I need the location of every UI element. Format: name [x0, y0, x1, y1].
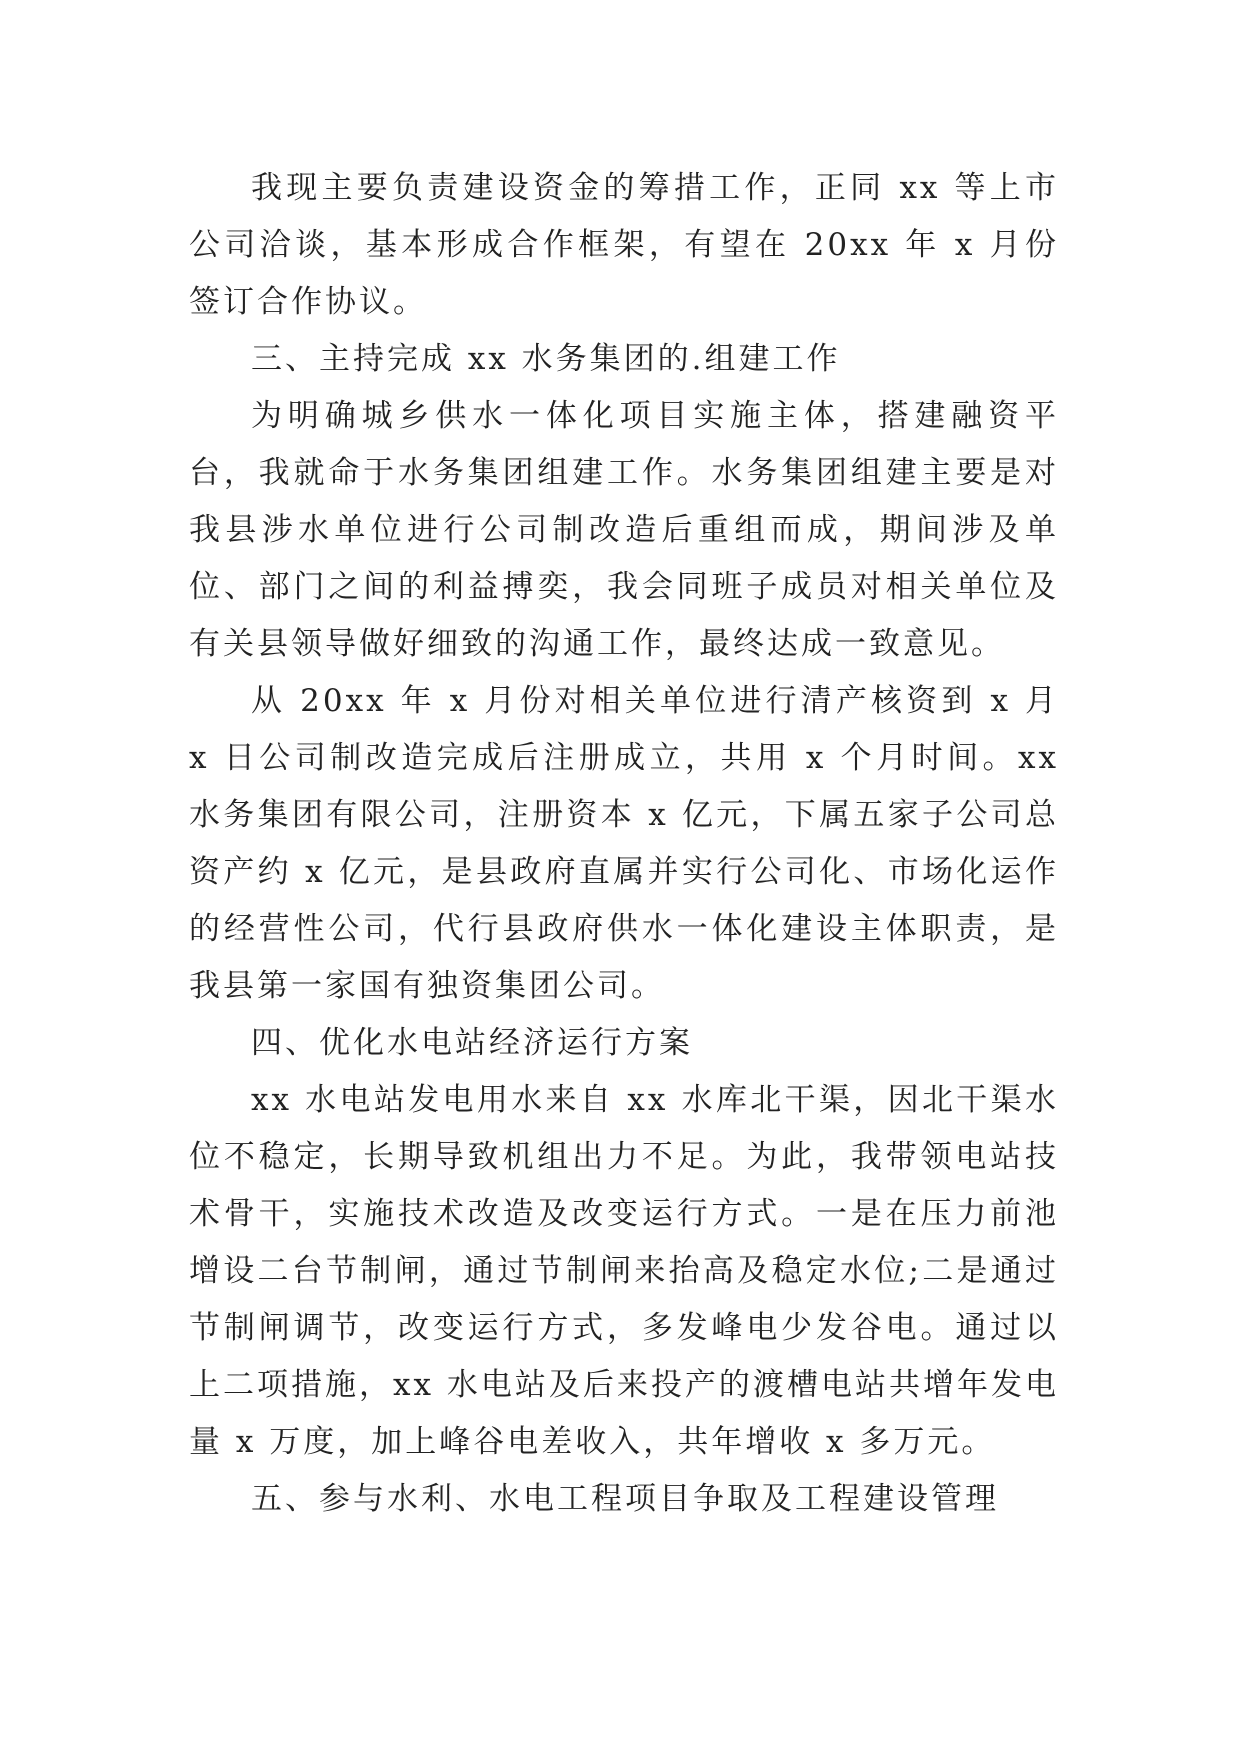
section-heading-4: 四、优化水电站经济运行方案	[251, 1025, 693, 1061]
section-heading-3: 三、主持完成 xx 水务集团的.组建工作	[251, 341, 841, 377]
paragraph-fundraising: 我现主要负责建设资金的筹措工作，正同 xx 等上市公司洽谈，基本形成合作框架，有望在 20xx 年 x 月份签订合作协议。	[189, 170, 1059, 320]
paragraph-water-group-formation: 为明确城乡供水一体化项目实施主体，搭建融资平台，我就命于水务集团组建工作。水务集团组建主要是对我县涉水单位进行公司制改造后重组而成，期间涉及单位、部门之间的利益搏奕，我会同班子成员对相关单位及有关县领导做好细致的沟通工作，最终达成一致意见。	[189, 398, 1059, 662]
paragraph-water-group-registration: 从 20xx 年 x 月份对相关单位进行清产核资到 x 月 x 日公司制改造完成后注册成立，共用 x 个月时间。xx 水务集团有限公司，注册资本 x 亿元，下属五家子公司总资产约 x 亿元，是县政府直属并实行公司化、市场化运作的经营性公司，代行县政府供水一体化建设主体职责，是我县第一家国有独资集团公司。	[189, 683, 1059, 1004]
document-body	[189, 160, 1059, 1528]
section-heading-5: 五、参与水利、水电工程项目争取及工程建设管理	[251, 1481, 999, 1517]
paragraph-hydropower-optimization: xx 水电站发电用水来自 xx 水库北干渠，因北干渠水位不稳定，长期导致机组出力不足。为此，我带领电站技术骨干，实施技术改造及改变运行方式。一是在压力前池增设二台节制闸，通过节制闸来抬高及稳定水位;二是通过节制闸调节，改变运行方式，多发峰电少发谷电。通过以上二项措施，xx 水电站及后来投产的渡槽电站共增年发电量 x 万度，加上峰谷电差收入，共年增收 x 多万元。	[189, 1082, 1059, 1460]
